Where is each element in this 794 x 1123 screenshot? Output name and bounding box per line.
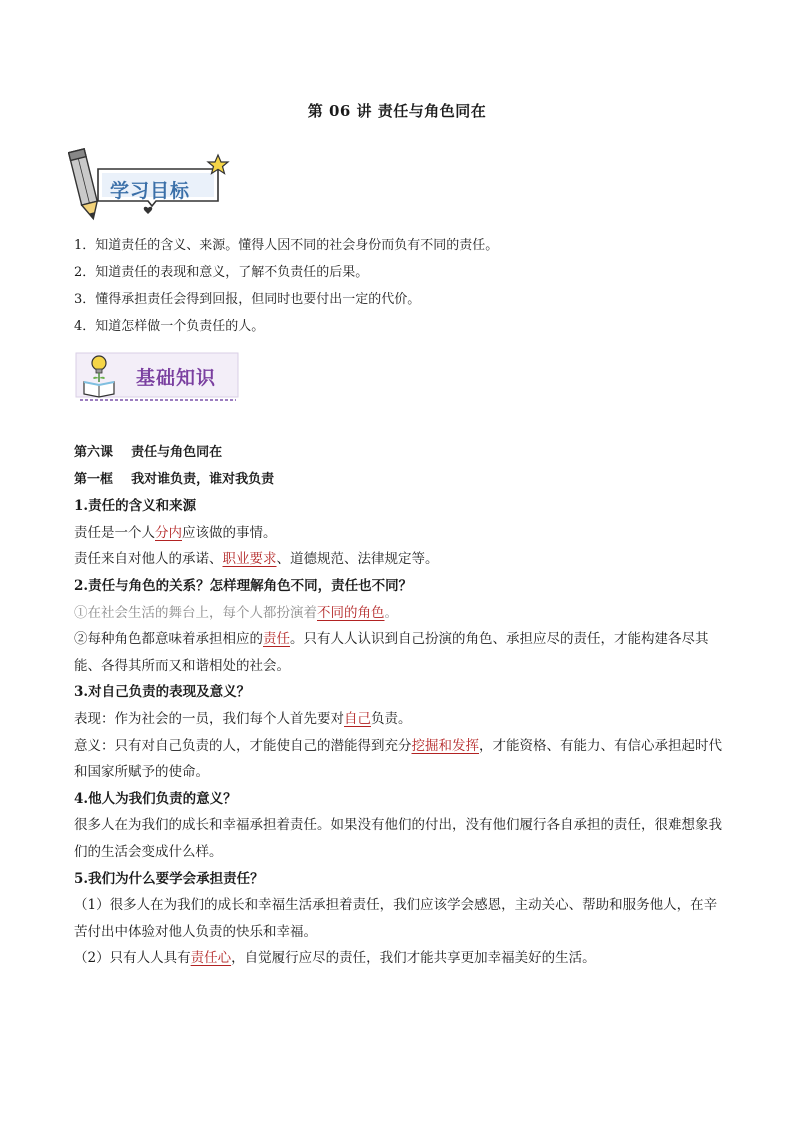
section-title: 第一框 我对谁负责，谁对我负责 (74, 471, 275, 487)
answer-line: 责任是一个人分内应该做的事情。 (74, 524, 277, 541)
answer-paragraph: （1）很多人在为我们的成长和幸福生活承担着责任，我们应该学会感恩，主动关心、帮助和服务他人，在辛苦付出中体验对他人负责的快乐和幸福。 (74, 897, 718, 940)
key-term: 责任 (263, 631, 290, 648)
answer-line: 表现：作为社会的一员，我们每个人首先要对自己负责。 (74, 710, 412, 727)
key-term: 挖掘和发挥 (411, 737, 479, 754)
answer-paragraph: ②每种角色都意味着承担相应的责任。只有人人认识到自己扮演的角色、承担应尽的责任，才能构建各尽其能、各得其所而又和谐相处的社会。 (74, 631, 709, 674)
page-title: 第 06 讲 责任与角色同在 (307, 102, 487, 120)
goal-item: 3．懂得承担责任会得到回报，但同时也要付出一定的代价。 (74, 292, 421, 307)
goals-banner (68, 145, 238, 223)
goal-item: 1．知道责任的含义、来源。懂得人因不同的社会身份而负有不同的责任。 (74, 238, 499, 253)
key-term: 分内 (155, 524, 182, 541)
learning-goals-list (74, 232, 734, 340)
question-heading: 2.责任与角色的关系？怎样理解角色不同，责任也不同？ (74, 577, 413, 594)
knowledge-banner (72, 350, 242, 406)
knowledge-content (74, 440, 726, 972)
question-heading: 1.责任的含义和来源 (74, 498, 197, 515)
goal-item: 4．知道怎样做一个负责任的人。 (74, 319, 265, 334)
key-term: 不同的角色 (317, 604, 385, 621)
answer-paragraph: 意义：只有对自己负责的人，才能使自己的潜能得到充分挖掘和发挥，才能资格、有能力、有信心承担起时代和国家所赋予的使命。 (74, 737, 722, 781)
answer-line: ①在社会生活的舞台上，每个人都扮演着不同的角色。 (74, 604, 398, 621)
answer-line: （2）只有人人具有责任心，自觉履行应尽的责任，我们才能共享更加幸福美好的生活。 (74, 950, 596, 967)
lesson-title: 第六课 责任与角色同在 (74, 445, 223, 460)
key-term: 责任心 (190, 950, 232, 967)
goal-item: 2．知道责任的表现和意义，了解不负责任的后果。 (74, 265, 369, 280)
question-heading: 3.对自己负责的表现及意义？ (74, 684, 251, 701)
knowledge-banner-label: 基础知识 (136, 367, 217, 389)
key-term: 自己 (344, 710, 371, 727)
goals-banner-label: 学习目标 (110, 180, 191, 202)
key-term: 职业要求 (222, 551, 277, 568)
answer-line: 责任来自对他人的承诺、职业要求、道德规范、法律规定等。 (74, 551, 439, 568)
answer-paragraph: 很多人在为我们的成长和幸福承担着责任。如果没有他们的付出，没有他们履行各自承担的责任，很难想象我们的生活会变成什么样。 (74, 817, 722, 860)
question-heading: 4.他人为我们负责的意义？ (74, 790, 237, 807)
question-heading: 5.我们为什么要学会承担责任？ (74, 870, 264, 887)
